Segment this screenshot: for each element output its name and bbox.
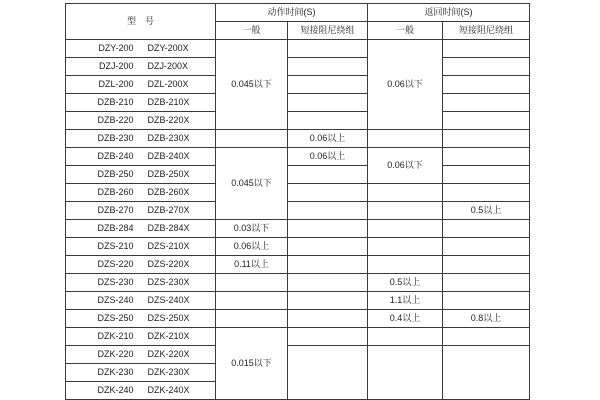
table-row — [66, 274, 530, 292]
ret-damping-empty-cell — [443, 40, 530, 58]
model-cell — [66, 364, 216, 382]
table-row — [66, 328, 530, 346]
model-name: DZB-240 — [97, 150, 134, 161]
model-name: DZY-200 — [98, 42, 134, 53]
header-action-time: 动作时间(S) — [216, 4, 368, 22]
header-row-1 — [66, 4, 530, 22]
table-row — [66, 112, 530, 130]
ret-damping-empty-cell — [443, 220, 530, 238]
ret-general-empty-cell — [368, 238, 443, 256]
model-name-x: DZB-220X — [147, 114, 190, 125]
model-name: DZS-220 — [97, 258, 134, 269]
ret-damping-empty-cell — [443, 238, 530, 256]
table-row — [66, 292, 530, 310]
model-name-x: DZK-220X — [147, 348, 190, 359]
model-name: DZB-210 — [97, 96, 134, 107]
act-general-empty-cell — [216, 292, 288, 310]
act-general-value-cell: 0.015以下 — [216, 328, 288, 400]
model-name-x: DZB-260X — [147, 186, 190, 197]
model-name-x: DZJ-200X — [147, 60, 189, 71]
act-damping-value-cell: 0.06以上 — [288, 130, 368, 148]
header-action-general: 一般 — [216, 22, 288, 40]
act-general-value-cell: 0.045以下 — [216, 148, 288, 220]
act-damping-empty-cell — [288, 238, 368, 256]
act-general-empty-cell — [216, 130, 288, 148]
table-row — [66, 40, 530, 58]
model-cell — [66, 346, 216, 364]
act-damping-value-cell: 0.06以上 — [288, 148, 368, 166]
model-name-x: DZS-220X — [147, 258, 190, 269]
ret-damping-empty-cell — [443, 148, 530, 166]
header-return-time: 返回时间(S) — [368, 4, 530, 22]
table-row — [66, 202, 530, 220]
ret-general-empty-cell — [368, 346, 443, 400]
ret-damping-value-cell: 0.5以上 — [443, 202, 530, 220]
table-row — [66, 346, 530, 364]
ret-damping-empty-cell — [443, 166, 530, 184]
ret-general-value-cell: 1.1以上 — [368, 292, 443, 310]
act-damping-empty-cell — [288, 328, 368, 346]
header-return-general: 一般 — [368, 22, 443, 40]
act-damping-empty-cell — [288, 346, 368, 400]
ret-general-empty-cell — [368, 184, 443, 202]
act-damping-empty-cell — [288, 112, 368, 130]
act-damping-empty-cell — [288, 184, 368, 202]
table-row — [66, 220, 530, 238]
table-row — [66, 58, 530, 76]
ret-general-value-cell: 0.06以下 — [368, 148, 443, 184]
ret-damping-empty-cell — [443, 130, 530, 148]
model-name-x: DZS-240X — [147, 294, 190, 305]
ret-damping-empty-cell — [443, 292, 530, 310]
ret-general-value-cell: 0.4以上 — [368, 310, 443, 328]
ret-general-empty-cell — [368, 328, 443, 346]
model-name: DZS-240 — [97, 294, 134, 305]
table-row — [66, 184, 530, 202]
model-name-x: DZK-240X — [147, 384, 190, 395]
act-damping-empty-cell — [288, 94, 368, 112]
model-name-x: DZB-240X — [147, 150, 190, 161]
ret-damping-empty-cell — [443, 184, 530, 202]
model-name-x: DZS-230X — [147, 276, 190, 287]
ret-damping-empty-cell — [443, 346, 530, 400]
ret-general-empty-cell — [368, 202, 443, 220]
table-row — [66, 94, 530, 112]
header-model: 型 号 — [66, 4, 216, 40]
table-row — [66, 166, 530, 184]
model-name: DZK-210 — [97, 330, 134, 341]
model-name-x: DZB-270X — [147, 204, 190, 215]
ret-general-empty-cell — [368, 256, 443, 274]
model-name-x: DZY-200X — [147, 42, 189, 53]
ret-damping-empty-cell — [443, 256, 530, 274]
act-general-value-cell: 0.11以上 — [216, 256, 288, 274]
relay-spec-table — [65, 3, 530, 400]
model-name-x: DZS-250X — [147, 312, 190, 323]
table-row — [66, 148, 530, 166]
model-name-x: DZL-200X — [147, 78, 189, 89]
ret-general-empty-cell — [368, 130, 443, 148]
model-name-x: DZK-210X — [147, 330, 190, 341]
ret-general-value-cell: 0.06以下 — [368, 40, 443, 130]
model-cell — [66, 256, 216, 274]
model-name: DZB-284 — [97, 222, 134, 233]
model-name: DZS-230 — [97, 276, 134, 287]
model-cell — [66, 58, 216, 76]
act-general-value-cell: 0.06以上 — [216, 238, 288, 256]
ret-damping-empty-cell — [443, 76, 530, 94]
table-row — [66, 256, 530, 274]
ret-damping-empty-cell — [443, 58, 530, 76]
model-cell — [66, 328, 216, 346]
model-cell — [66, 310, 216, 328]
model-name: DZK-220 — [97, 348, 134, 359]
act-damping-empty-cell — [288, 310, 368, 328]
model-name: DZS-210 — [97, 240, 134, 251]
ret-damping-empty-cell — [443, 94, 530, 112]
model-name: DZB-260 — [97, 186, 134, 197]
act-general-empty-cell — [216, 310, 288, 328]
model-name-x: DZB-210X — [147, 96, 190, 107]
model-name: DZJ-200 — [98, 60, 134, 71]
model-cell — [66, 112, 216, 130]
act-damping-empty-cell — [288, 274, 368, 292]
ret-damping-empty-cell — [443, 274, 530, 292]
model-name-x: DZS-210X — [147, 240, 190, 251]
model-name: DZB-270 — [97, 204, 134, 215]
model-cell — [66, 274, 216, 292]
table-row — [66, 238, 530, 256]
model-name: DZK-230 — [97, 366, 134, 377]
act-damping-empty-cell — [288, 76, 368, 94]
model-cell — [66, 202, 216, 220]
act-damping-empty-cell — [288, 202, 368, 220]
table-row — [66, 76, 530, 94]
ret-damping-value-cell: 0.8以上 — [443, 310, 530, 328]
model-name-x: DZB-230X — [147, 132, 190, 143]
model-name: DZB-230 — [97, 132, 134, 143]
model-cell — [66, 130, 216, 148]
header-return-damping: 短接阻尼绕组 — [443, 22, 530, 40]
ret-damping-empty-cell — [443, 112, 530, 130]
ret-general-value-cell: 0.5以上 — [368, 274, 443, 292]
model-name: DZL-200 — [98, 78, 134, 89]
model-name: DZB-250 — [97, 168, 134, 179]
act-damping-empty-cell — [288, 256, 368, 274]
act-damping-empty-cell — [288, 166, 368, 184]
act-general-value-cell: 0.045以下 — [216, 40, 288, 130]
act-general-empty-cell — [216, 274, 288, 292]
table-row — [66, 130, 530, 148]
act-general-value-cell: 0.03以下 — [216, 220, 288, 238]
act-damping-empty-cell — [288, 292, 368, 310]
ret-general-empty-cell — [368, 220, 443, 238]
table-row — [66, 310, 530, 328]
model-cell — [66, 166, 216, 184]
act-damping-empty-cell — [288, 220, 368, 238]
model-name-x: DZB-284X — [147, 222, 190, 233]
model-cell — [66, 40, 216, 58]
model-cell — [66, 292, 216, 310]
model-name: DZB-220 — [97, 114, 134, 125]
act-damping-empty-cell — [288, 58, 368, 76]
model-name-x: DZB-250X — [147, 168, 190, 179]
model-cell — [66, 94, 216, 112]
model-cell — [66, 238, 216, 256]
model-name: DZS-250 — [97, 312, 134, 323]
header-action-damping: 短接阻尼绕组 — [288, 22, 368, 40]
act-damping-empty-cell — [288, 40, 368, 58]
model-cell — [66, 220, 216, 238]
model-cell — [66, 184, 216, 202]
model-name: DZK-240 — [97, 384, 134, 395]
ret-damping-empty-cell — [443, 328, 530, 346]
model-name-x: DZK-230X — [147, 366, 190, 377]
model-cell — [66, 148, 216, 166]
model-cell — [66, 382, 216, 400]
model-cell — [66, 76, 216, 94]
